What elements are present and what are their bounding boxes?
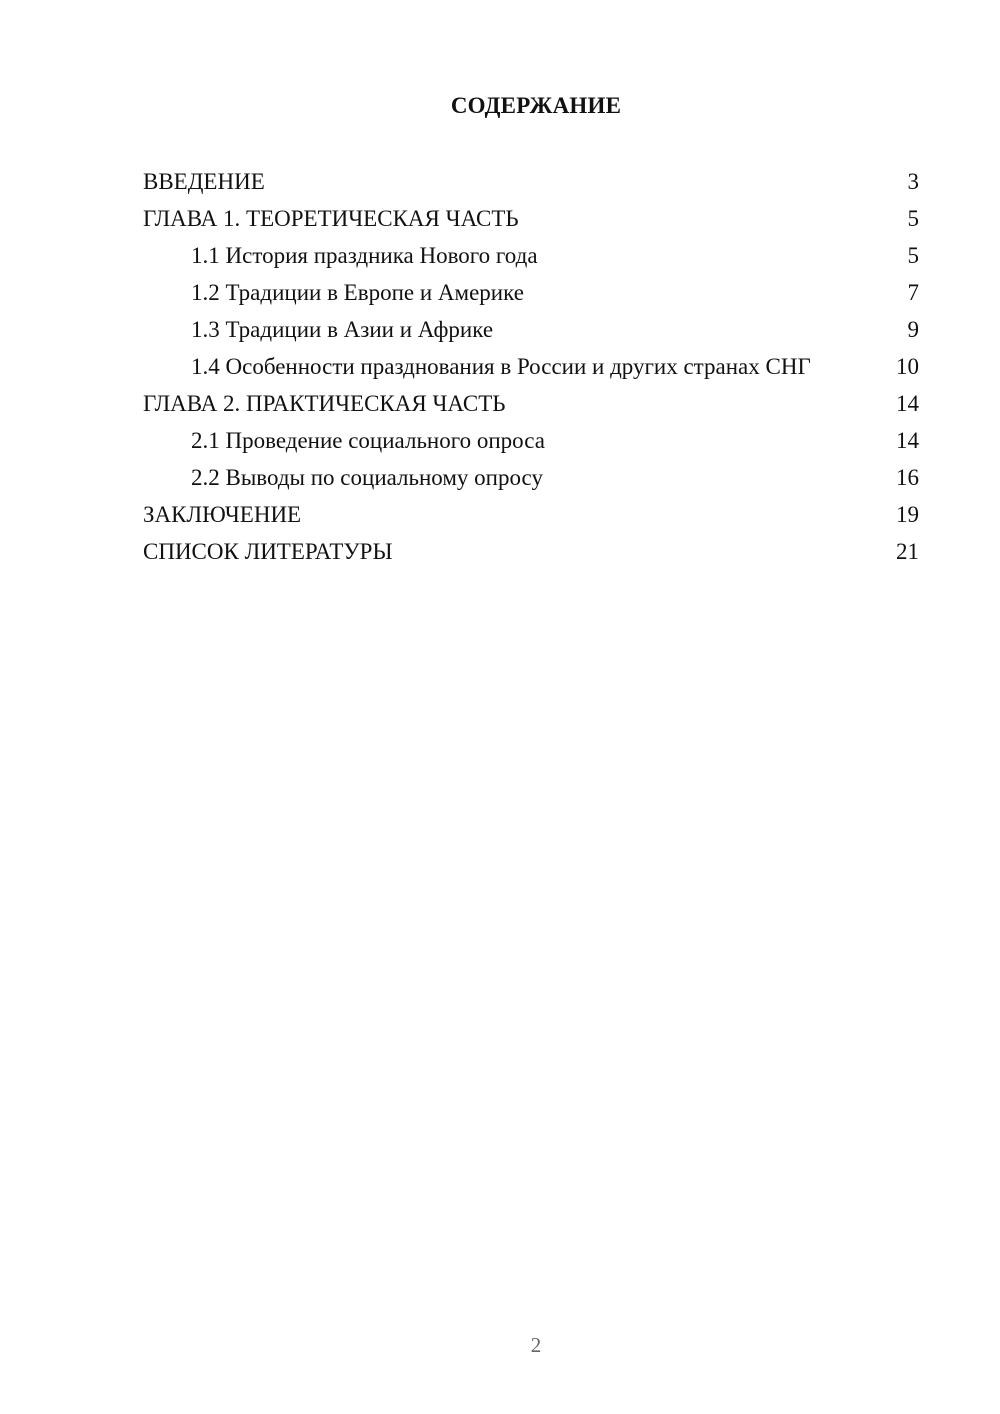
page-number: 2 [530,1333,542,1357]
toc-entry-page: 5 [907,243,919,268]
toc-entry-label: 1.3 Традиции в Азии и Африке [191,317,494,342]
toc-entry [143,317,919,343]
toc-entry-page: 16 [896,465,919,490]
toc-entry [143,169,919,195]
toc-entry [143,391,919,417]
toc-entry-label: 1.1 История праздника Нового года [191,243,538,268]
toc-entry [143,280,919,306]
toc-entry-label: 2.1 Проведение социального опроса [191,428,545,453]
page-title: СОДЕРЖАНИЕ [450,93,622,118]
toc-entry-page: 7 [907,280,919,305]
toc-entry [143,502,919,528]
toc-entry [143,539,919,565]
toc-entry-page: 3 [907,169,919,194]
toc-entry-label: ВВЕДЕНИЕ [143,169,265,194]
toc-entry-page: 9 [907,317,919,342]
toc-entry [143,243,919,269]
toc-entry-page: 5 [907,206,919,231]
toc-entry [143,428,919,454]
table-of-contents [143,169,919,576]
toc-entry-page: 19 [896,502,919,527]
toc-entry-label: 2.2 Выводы по социальному опросу [191,465,543,490]
toc-entry-page: 21 [896,539,919,564]
toc-entry [143,465,919,491]
toc-entry-page: 14 [896,428,919,453]
toc-entry-label: ГЛАВА 2. ПРАКТИЧЕСКАЯ ЧАСТЬ [143,391,506,416]
toc-entry-label: 1.2 Традиции в Европе и Америке [191,280,524,305]
toc-entry [143,206,919,232]
toc-entry-page: 10 [896,354,919,379]
toc-entry-label: СПИСОК ЛИТЕРАТУРЫ [143,539,393,564]
toc-entry-label: ЗАКЛЮЧЕНИЕ [143,502,302,527]
toc-entry-label: ГЛАВА 1. ТЕОРЕТИЧЕСКАЯ ЧАСТЬ [143,206,519,231]
toc-entry [143,354,919,380]
toc-entry-label: 1.4 Особенности празднования в России и других странах СНГ [191,354,811,379]
toc-entry-page: 14 [896,391,919,416]
